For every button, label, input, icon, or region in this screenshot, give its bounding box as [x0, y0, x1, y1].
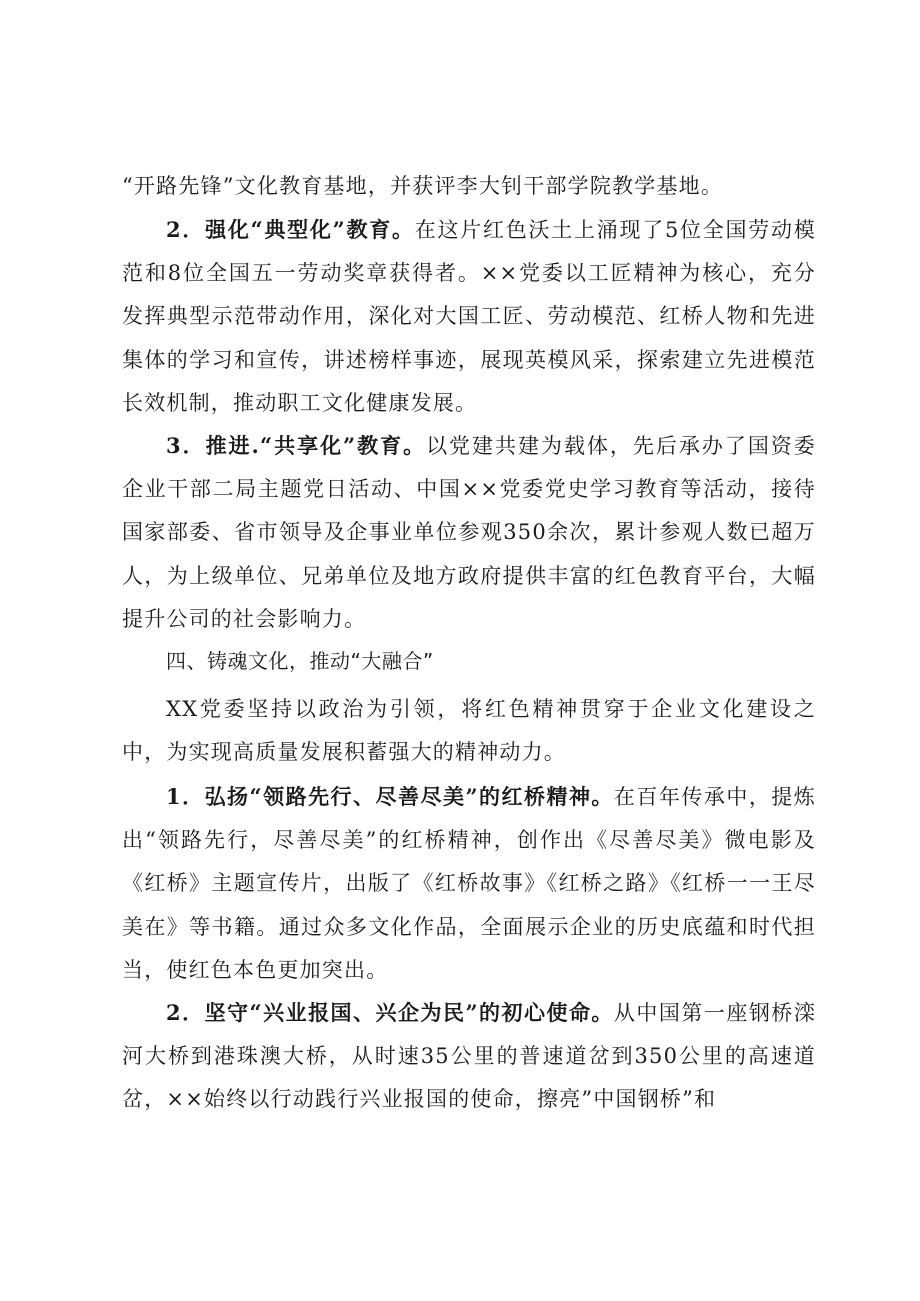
paragraph-lead: 2．坚守“兴业报国、兴企为民”的初心使命。	[166, 1000, 614, 1025]
paragraph-text	[122, 688, 816, 774]
section-heading-block	[122, 640, 816, 683]
paragraph-body: 在这片红色沃土上涌现了5位全国劳动模范和8位全国五一劳动奖章获得者。××党委以工匠精神为核心，充分发挥典型示范带动作用，深化对大国工匠、劳动模范、红桥人物和先进集体的学习和宣传，讲述榜样事迹，展现英模风采，探索建立先进模范长效机制，推动职工文化健康发展。	[122, 218, 816, 415]
paragraph-body: 从中国第一座钢桥滦河大桥到港珠澳大桥，从时速35公里的普速道岔到350公里的高速道岔，××始终以行动践行兴业报国的使命，擦亮”中国钢桥”和	[122, 1001, 816, 1112]
paragraph-text	[122, 165, 816, 208]
paragraph-hongqiao-spirit	[122, 775, 816, 992]
paragraph-body: XX党委坚持以政治为引领，将红色精神贯穿于企业文化建设之中，为实现高质量发展积蓄强大的精神动力。	[122, 697, 816, 765]
paragraph-intro	[122, 688, 816, 774]
paragraph-body: 在百年传承中，提炼出“领路先行，尽善尽美”的红桥精神，创作出《尽善尽美》微电影及《红桥》主题宣传片，出版了《红桥故事》《红桥之路》《红桥一一王尽美在》等书籍。通过众多文化作品，全面展示企业的历史底蕴和时代担当，使红色本色更加突出。	[122, 785, 816, 982]
paragraph-text	[122, 424, 816, 641]
section-heading: 四、铸魂文化，推动“大融合”	[166, 649, 434, 673]
paragraph-text	[122, 208, 816, 425]
paragraph-text	[122, 991, 816, 1122]
paragraph-lead: 3．推进.“共享化”教育。	[166, 433, 427, 458]
paragraph-lead: 1．弘扬“领路先行、尽善尽美”的红桥精神。	[166, 784, 614, 809]
paragraph-typical-education	[122, 208, 816, 425]
paragraph-text	[122, 775, 816, 992]
paragraph-body: 以党建共建为载体，先后承办了国资委企业干部二局主题党日活动、中国××党委党史学习教育等活动，接待国家部委、省市领导及企事业单位参观350余次，累计参观人数已超万人，为上级单位、兄弟单位及地方政府提供丰富的红色教育平台，大幅提升公司的社会影响力。	[122, 434, 816, 631]
paragraph-body: “开路先锋”文化教育基地，并获评李大钊干部学院教学基地。	[122, 174, 724, 198]
paragraph-shared-education	[122, 424, 816, 641]
paragraph-original-mission	[122, 991, 816, 1122]
paragraph-lead: 2．强化“典型化”教育。	[166, 217, 415, 242]
paragraph-continuation	[122, 165, 816, 208]
